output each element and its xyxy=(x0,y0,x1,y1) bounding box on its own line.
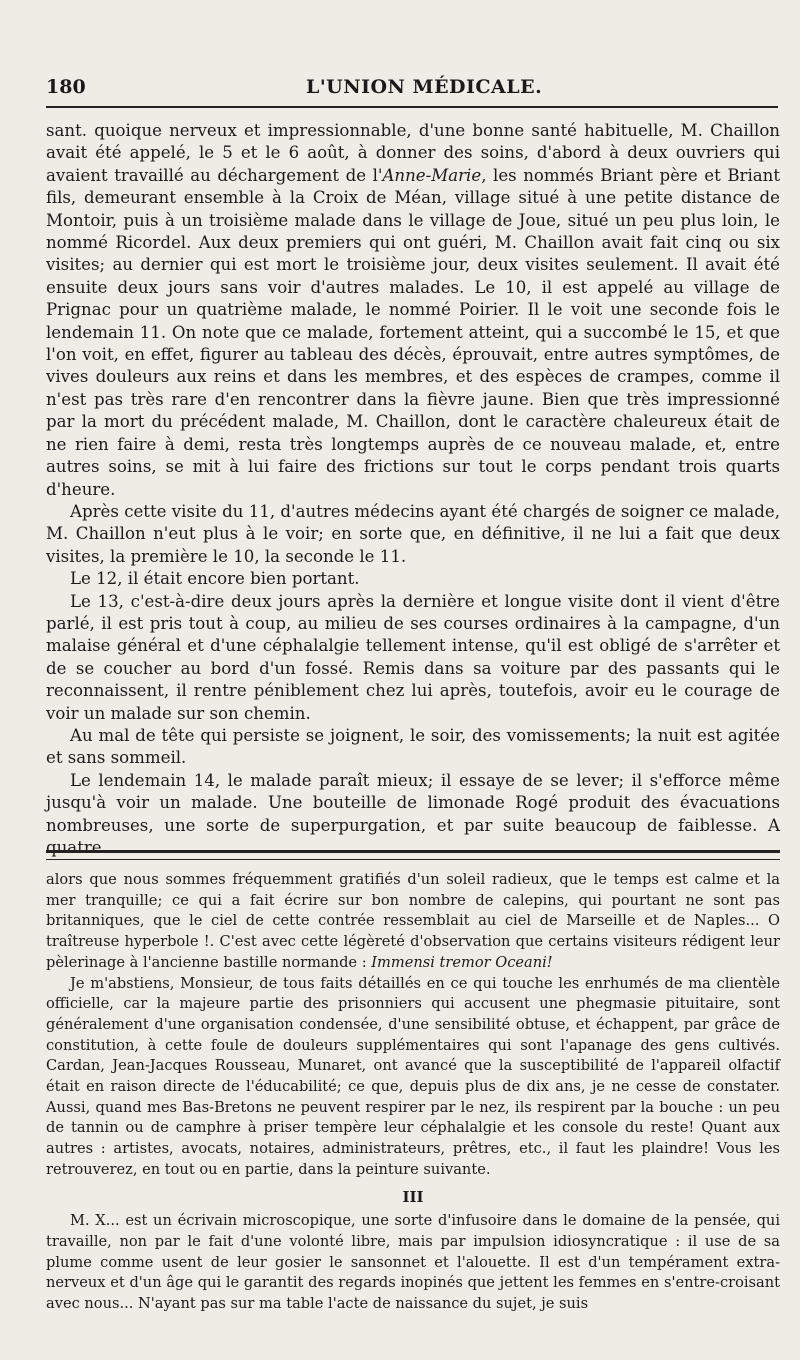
paragraph: Le lendemain 14, le malade paraît mieux; il essaye de se lever; il s'efforce même jusqu'à voir un malade. Une bouteille de limonade Rogé produit des évacuations nombreuses, une sorte de superpurgation, et par suite beaucoup de faiblesse. A quatre xyxy=(46,770,780,857)
paragraph: Le 13, c'est-à-dire deux jours après la dernière et longue visite dont il vient d'être parlé, il est pris tout à coup, au milieu de ses courses ordinaires à la campagne, d'un malaise général et d'une céphalalgie tellement intense, qu'il est obligé de s'arrêter et de se coucher au bord d'un fossé. Remis dans sa voiture par des passants qui le reconnaissent, il rentre péniblement chez lui après, toutefois, avoir eu le courage de voir un malade sur son chemin. xyxy=(46,591,780,723)
feuilleton-divider xyxy=(46,850,780,860)
paragraph: Je m'abstiens, Monsieur, de tous faits détaillés en ce qui touche les enrhumés de ma clientèle officielle, car la majeure partie des prisonniers qui accusent une phegmasie pituitaire, sont généralement d'une organisation condensée, d'une sensibilité obtuse, et échappent, par grâce de constitution, à cette foule de douleurs supplémentaires qui sont l'apanage des gens cultivés. Cardan, Jean-Jacques Rousseau, Munaret, ont avancé que la susceptibilité de l'appareil olfactif était en raison directe de l'éducabilité; ce que, depuis plus de dix ans, je ne cesse de constater. Aussi, quand mes Bas-Bretons ne peuvent respirer par le nez, ils respirent par la bouche : un peu de tannin ou de camphre à priser tempère leur céphalalgie et les console du reste! Quant aux autres : artistes, avocats, notaires, administrateurs, prêtres, etc., il faut les plaindre! Vous les retrouverez, en tout ou en partie, dans la peinture suivante. xyxy=(46,974,780,1178)
paragraph: Au mal de tête qui persiste se joignent, le soir, des vomissements; la nuit est agitée et sans sommeil. xyxy=(46,725,780,768)
feuilleton-section xyxy=(46,870,780,1315)
paragraph: M. X... est un écrivain microscopique, une sorte d'infusoire dans le domaine de la pensée, qui travaille, non par le fait d'une volonté libre, mais par impulsion idiosyncratique : il use de sa plume comme usent de leur gosier le sansonnet et l'alouette. Il est d'un tempérament extra-nerveux et d'un âge qui le garantit des regards inopinés que jettent les femmes en s'entre-croisant avec nous... N'ayant pas sur ma table l'acte de naissance du sujet, je suis xyxy=(46,1212,780,1313)
main-article xyxy=(46,120,780,859)
running-title: L'UNION MÉDICALE. xyxy=(306,76,543,98)
page-number: 180 xyxy=(46,76,86,98)
paragraph: sant. quoique nerveux et impressionnable, d'une bonne santé habituelle, M. Chaillon avait été appelé, le 5 et le 6 août, à donner des soins, d'abord à deux ouvriers qui avaient travaillé au déchargement de l'Anne-Marie, les nommés Briant père et Briant fils, demeurant ensemble à la Croix de Méan, village situé à une petite distance de Montoir, puis à un troisième malade dans le village de Joue, situé un peu plus loin, le nommé Ricordel. Aux deux premiers qui ont guéri, M. Chaillon avait fait cinq ou six visites; au dernier qui est mort le troisième jour, deux visites seulement. Il avait été ensuite deux jours sans voir d'autres malades. Le 10, il est appelé au village de Prignac pour un quatrième malade, le nommé Poirier. Il le voit une seconde fois le lendemain 11. On note que ce malade, fortement atteint, qui a succombé le 15, et que l'on voit, en effet, figurer au tableau des décès, éprouvait, entre autres symptômes, de vives douleurs aux reins et dans les membres, et des espèces de crampes, comme il n'est pas très rare d'en rencontrer dans la fièvre jaune. Bien que très impressionné par la mort du précédent malade, M. Chaillon, dont le caractère chaleureux était de ne rien faire à demi, resta très longtemps auprès de ce nouveau malade, et, entre autres soins, se mit à lui faire des frictions sur tout le corps pendant trois quarts d'heure. xyxy=(46,121,780,499)
paragraph: Après cette visite du 11, d'autres médecins ayant été chargés de soigner ce malade, M. Chaillon n'eut plus à le voir; en sorte que, en définitive, il ne lui a fait que deux visites, la première le 10, la seconde le 11. xyxy=(46,501,780,566)
latin-quote: Immensi tremor Oceani! xyxy=(371,953,553,971)
header-rule xyxy=(46,106,778,108)
paragraph: Le 12, il était encore bien portant. xyxy=(70,569,360,589)
section-number: III xyxy=(402,1187,424,1206)
page-header xyxy=(46,72,778,106)
ship-name: Anne-Marie xyxy=(382,165,482,185)
paragraph: alors que nous sommes fréquemment gratifiés d'un soleil radieux, que le temps est calme et la mer tranquille; ce qui a fait écrire sur bon nombre de calepins, qui pourtant ne sont pas britanniques, que le ciel de cette contrée ressemblait au ciel de Marseille et de Naples... O traîtreuse hyperbole !. C'est avec cette légèreté d'observation que certains visiteurs rédigent leur pèlerinage à l'ancienne bastille normande : Immensi tremor Oceani! xyxy=(46,871,780,971)
